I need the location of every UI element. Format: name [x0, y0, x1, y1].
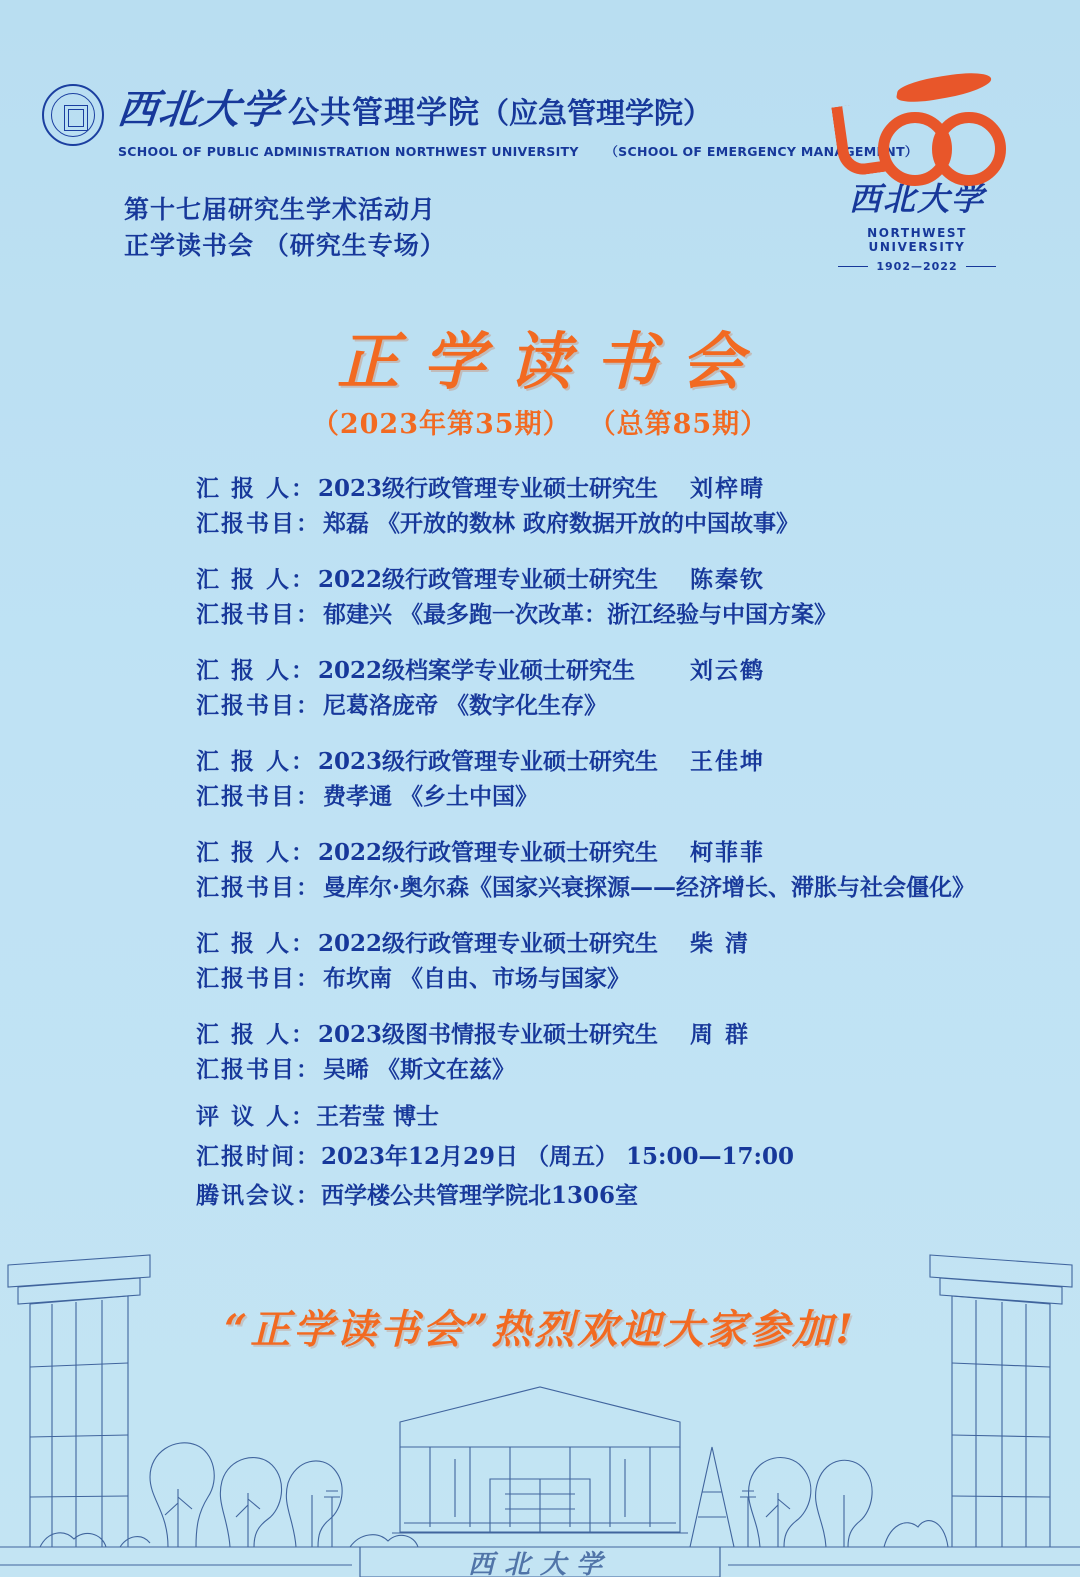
book-title: 吴晞 《斯文在兹》: [323, 1055, 516, 1083]
book-row: [196, 780, 1056, 815]
commentator-name: 王若莹 博士: [316, 1103, 440, 1130]
meeting-label: 腾讯会议：: [196, 1182, 321, 1210]
school-name-en: [118, 142, 918, 160]
campus-engraved-name: [468, 1550, 612, 1577]
book-row: [196, 598, 1056, 633]
school-brush-name: 西北大学: [115, 86, 285, 133]
event-heading-line2: 正学读书会 （研究生专场）: [124, 231, 446, 261]
presenter-label: 汇 报 人：: [196, 748, 317, 775]
list-item: [196, 836, 1056, 905]
anniversary-name-en: NORTHWEST UNIVERSITY: [867, 226, 967, 254]
presenter-info: 2023级行政管理专业硕士研究生: [318, 748, 659, 775]
presenter-info: 2023级图书情报专业硕士研究生: [318, 1021, 659, 1048]
issue-total: （总第85期）: [588, 409, 769, 440]
list-item: [196, 654, 1056, 723]
campus-illustration: [0, 1247, 1080, 1577]
presenter-info: 2022级档案学专业硕士研究生: [318, 657, 636, 684]
presenter-name: 刘梓晴: [690, 475, 766, 502]
list-item: [196, 563, 1056, 632]
book-row: [196, 689, 1056, 724]
time-label: 汇报时间：: [196, 1142, 321, 1170]
presenter-label: 汇 报 人：: [196, 930, 317, 957]
book-label: 汇报书目：: [196, 509, 321, 537]
school-name-en-secondary: （SCHOOL OF EMERGENCY MANAGEMENT）: [605, 144, 918, 159]
presenter-info: 2023级行政管理专业硕士研究生: [318, 475, 659, 502]
page-title: 正学读书会: [336, 325, 767, 398]
presenter-label: 汇 报 人：: [196, 657, 317, 684]
book-title: 尼葛洛庞帝 《数字化生存》: [323, 691, 608, 719]
school-name-cn: [115, 78, 918, 135]
book-title: 布坎南 《自由、市场与国家》: [323, 964, 631, 992]
anniversary-digit-zero-second: [932, 112, 1006, 186]
presenter-name: 柯菲菲: [690, 839, 766, 866]
commentator-label: 评 议 人：: [196, 1103, 317, 1130]
anniversary-100-icon: [822, 70, 1012, 180]
book-title: 费孝通 《乡土中国》: [323, 782, 539, 810]
campus-line-art-icon: [0, 1247, 1080, 1577]
presenter-label: 汇 报 人：: [196, 839, 317, 866]
presenter-label: 汇 报 人：: [196, 566, 317, 593]
university-seal-icon: [42, 84, 104, 146]
svg-text:西北大学: 西北大学: [467, 1550, 613, 1577]
anniversary-logo: [822, 70, 1012, 273]
event-heading-line1: 第十七届研究生学术活动月: [124, 195, 437, 224]
time-row: [196, 1137, 794, 1177]
list-item: [196, 745, 1056, 814]
commentator-row: [196, 1097, 794, 1137]
book-row: [196, 507, 1056, 542]
presenter-info: 2022级行政管理专业硕士研究生: [318, 839, 659, 866]
presenter-name: 刘云鹤: [690, 657, 766, 684]
book-row: [196, 871, 1056, 906]
presenter-name: 柴 清: [690, 930, 751, 957]
school-header-text: [115, 78, 918, 160]
speaker-list: [196, 472, 1056, 1109]
issue-year: （2023年第35期）: [311, 409, 571, 440]
list-item: [196, 472, 1056, 541]
presenter-row: [196, 745, 1056, 780]
presenter-info: 2022级行政管理专业硕士研究生: [318, 930, 659, 957]
book-title: 郁建兴 《最多跑一次改革：浙江经验与中国方案》: [323, 600, 838, 628]
book-label: 汇报书目：: [196, 782, 321, 810]
event-details: [196, 1097, 794, 1216]
book-label: 汇报书目：: [196, 691, 321, 719]
book-label: 汇报书目：: [196, 600, 321, 628]
school-header: [42, 78, 918, 160]
meeting-row: [196, 1176, 794, 1216]
presenter-row: [196, 836, 1056, 871]
welcome-banner: “正学读书会”热烈欢迎大家参加!: [224, 1306, 856, 1353]
book-title: 郑磊 《开放的数林 政府数据开放的中国故事》: [323, 509, 800, 537]
school-college-alt-name: （应急管理学院）: [480, 96, 713, 130]
meeting-value: 西学楼公共管理学院北1306室: [321, 1182, 639, 1210]
list-item: [196, 1018, 1056, 1087]
presenter-row: [196, 1018, 1056, 1053]
presenter-label: 汇 报 人：: [196, 1021, 317, 1048]
school-college-name: 公共管理学院: [288, 95, 480, 131]
presenter-row: [196, 563, 1056, 598]
book-row: [196, 962, 1056, 997]
presenter-name: 周 群: [690, 1021, 751, 1048]
presenter-row: [196, 927, 1056, 962]
book-row: [196, 1053, 1056, 1088]
book-title: 曼库尔·奥尔森《国家兴衰探源——经济增长、滞胀与社会僵化》: [323, 873, 976, 901]
book-label: 汇报书目：: [196, 873, 321, 901]
seal-inner-mark: [68, 109, 84, 127]
presenter-info: 2022级行政管理专业硕士研究生: [318, 566, 659, 593]
issue-line: [0, 402, 1080, 441]
presenter-row: [196, 472, 1056, 507]
time-value: 2023年12月29日 （周五） 15:00—17:00: [321, 1142, 795, 1170]
list-item: [196, 927, 1056, 996]
event-heading: [124, 192, 446, 265]
book-label: 汇报书目：: [196, 1055, 321, 1083]
anniversary-years: 1902—2022: [822, 260, 1012, 273]
book-label: 汇报书目：: [196, 964, 321, 992]
school-name-en-primary: SCHOOL OF PUBLIC ADMINISTRATION NORTHWEST UNIVERSITY: [118, 144, 579, 159]
presenter-label: 汇 报 人：: [196, 475, 317, 502]
presenter-row: [196, 654, 1056, 689]
anniversary-brush-stroke: [895, 67, 994, 107]
presenter-name: 陈秦钦: [690, 566, 766, 593]
anniversary-name-cn: 西北大学: [848, 180, 985, 218]
presenter-name: 王佳坤: [690, 748, 766, 775]
